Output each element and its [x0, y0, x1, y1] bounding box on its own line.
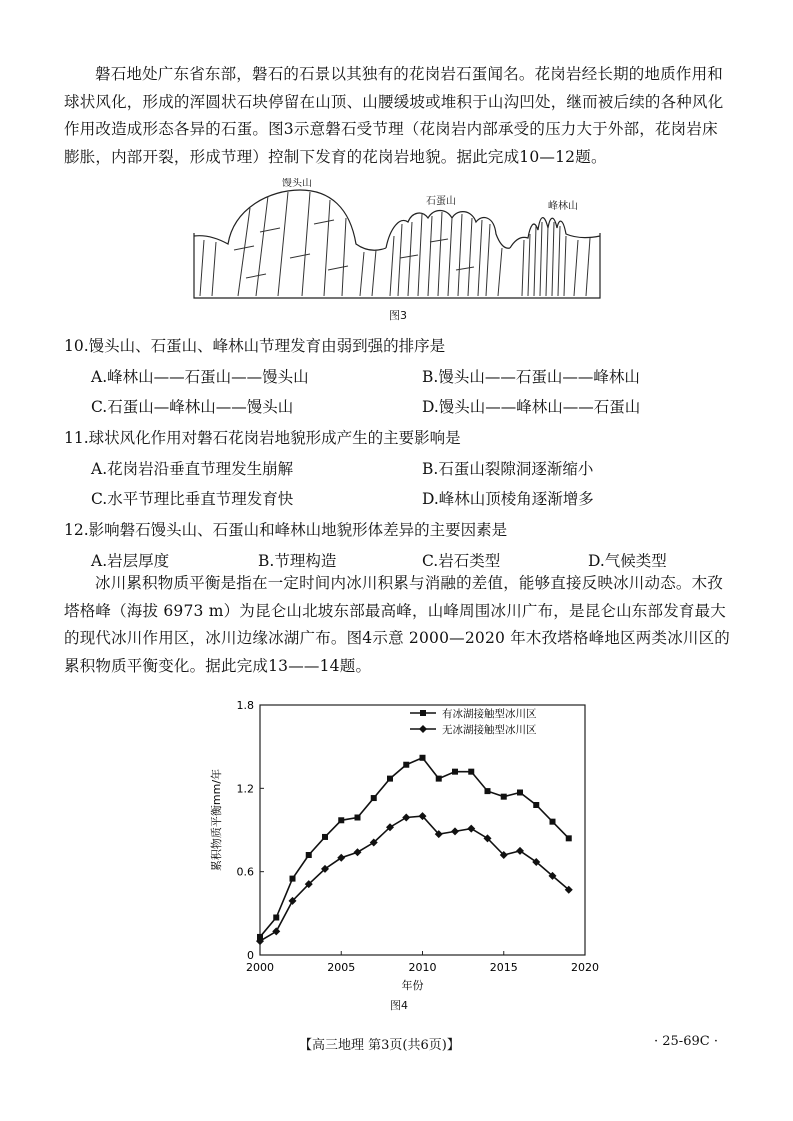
series-2-point [402, 814, 410, 822]
series-1-point [550, 819, 556, 825]
x-tick-label: 2015 [489, 961, 518, 974]
series-1-point [355, 815, 361, 821]
question-12-option-c[interactable]: C.岩石类型 [422, 552, 501, 570]
question-11-stem: 11.球状风化作用对磐石花岗岩地貌形成产生的主要影响是 [64, 429, 461, 447]
series-1-point [273, 915, 279, 921]
y-axis-label: 累积物质平衡mm/年 [210, 768, 223, 872]
footer-page-info: 【高三地理 第3页(共6页)】 [299, 1038, 460, 1053]
series-1-point [306, 852, 312, 858]
legend-marker-1 [420, 710, 426, 716]
series-1-point [566, 835, 572, 841]
question-12-option-d[interactable]: D.气候类型 [588, 552, 667, 570]
series-1-point [420, 755, 426, 761]
question-12-option-b[interactable]: B.节理构造 [258, 552, 337, 570]
series-1-point [485, 788, 491, 794]
passage-1: 磐石地处广东省东部，磐石的石景以其独有的花岗岩石蛋闻名。花岗岩经长期的地质作用和球状风化，形成的浑圆状石块停留在山顶、山腰缓坡或堆积于山沟凹处，继而被后续的各种风化作用改造成形态各异的石蛋。图3示意磐石受节理（花岗岩内部承受的压力大于外部，花岗岩床膨胀，内部开裂，形成节理）控制下发育的花岗岩地貌。据此完成10—12题。 [64, 65, 724, 166]
series-1-point [322, 834, 328, 840]
label-fenglin: 峰林山 [548, 201, 578, 212]
series-line-2 [260, 816, 569, 941]
question-11-option-b[interactable]: B.石蛋山裂隙洞逐渐缩小 [422, 460, 594, 478]
passage-2: 冰川累积物质平衡是指在一定时间内冰川积累与消融的差值，能够直接反映冰川动态。木孜塔格峰（海拔 6973 m）为昆仑山北坡东部最高峰，山峰周围冰川广布，是昆仑山东部发育最大的现代冰川作用区，冰川边缘冰湖广布。图4示意 2000—2020 年木孜塔格峰地区两类冰川区的累积物质平衡变化。据此完成13——14题。 [64, 574, 731, 675]
figure-3-caption: 图3 [389, 309, 407, 322]
series-1-point [338, 817, 344, 823]
series-1-point [452, 769, 458, 775]
series-1-point [468, 769, 474, 775]
question-10-option-b[interactable]: B.馒头山——石蛋山——峰林山 [422, 368, 640, 386]
figure-4-chart [200, 695, 600, 995]
question-11-option-d[interactable]: D.峰林山顶棱角逐渐增多 [422, 490, 594, 508]
x-tick-label: 2000 [246, 961, 274, 974]
legend-label-1: 有冰湖接触型冰川区 [442, 708, 537, 720]
series-1-point [290, 876, 296, 882]
series-1-point [501, 794, 507, 800]
series-2-point [451, 827, 459, 835]
x-axis-label: 年份 [401, 979, 424, 992]
series-1-point [533, 802, 539, 808]
question-11-option-a[interactable]: A.花岗岩沿垂直节理发生崩解 [91, 460, 294, 478]
label-mantou: 馒头山 [282, 178, 312, 189]
series-1-point [403, 762, 409, 768]
x-tick-label: 2010 [408, 961, 437, 974]
y-tick-label: 1.2 [236, 782, 254, 796]
series-1-point [371, 795, 377, 801]
y-tick-label: 0 [247, 949, 254, 962]
figure-3-landform-diagram [190, 178, 610, 308]
figure-4-caption: 图4 [390, 999, 408, 1012]
series-line-1 [260, 758, 569, 937]
question-12-stem: 12.影响磐石馒头山、石蛋山和峰林山地貌形体差异的主要因素是 [64, 521, 508, 539]
series-1-point [517, 790, 523, 796]
series-2-point [354, 848, 362, 856]
series-1-point [387, 776, 393, 782]
footer-code: · 25-69C · [654, 1034, 718, 1049]
x-tick-label: 2020 [571, 961, 599, 974]
question-10-option-a[interactable]: A.峰林山——石蛋山——馒头山 [91, 368, 309, 386]
series-2-point [467, 825, 475, 833]
question-11-option-c[interactable]: C.水平节理比垂直节理发育快 [91, 490, 294, 508]
label-shidan: 石蛋山 [426, 196, 456, 207]
y-tick-label: 1.8 [236, 699, 254, 712]
legend-label-2: 无冰湖接触型冰川区 [442, 724, 537, 736]
series-2-point [272, 927, 280, 935]
question-10-stem: 10.馒头山、石蛋山、峰林山节理发育由弱到强的排序是 [64, 337, 446, 355]
plot-frame [260, 705, 585, 955]
question-12-option-a[interactable]: A.岩层厚度 [91, 552, 170, 570]
series-1-point [436, 776, 442, 782]
y-tick-label: 0.6 [236, 865, 254, 879]
question-10-option-c[interactable]: C.石蛋山—峰林山——馒头山 [91, 398, 294, 416]
x-tick-label: 2005 [327, 961, 356, 974]
legend-marker-2 [419, 725, 427, 733]
question-10-option-d[interactable]: D.馒头山——峰林山——石蛋山 [422, 398, 641, 416]
